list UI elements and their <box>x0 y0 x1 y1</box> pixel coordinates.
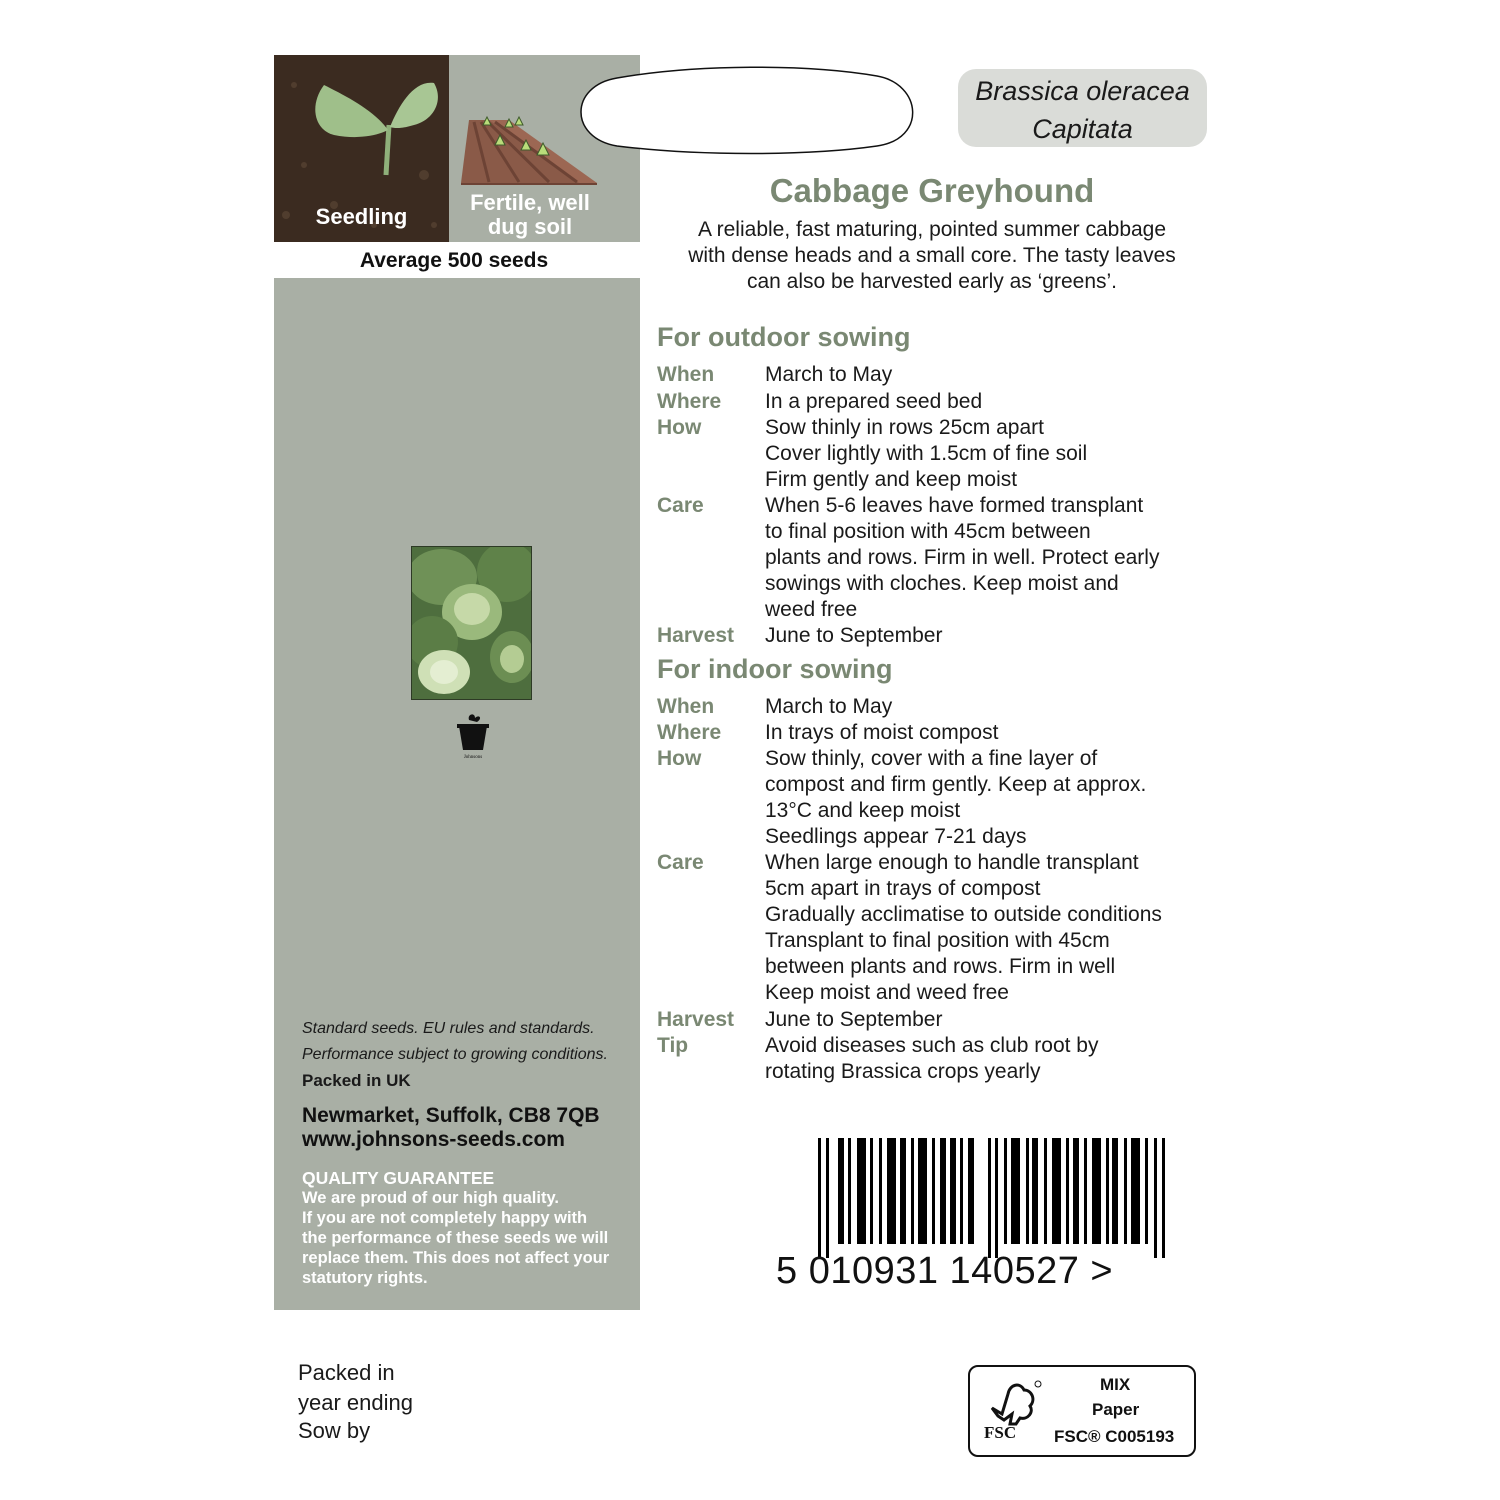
hang-hole <box>577 64 922 156</box>
row-value: March to May <box>765 363 893 386</box>
row-value: In trays of moist compost <box>765 721 999 744</box>
quality-line: statutory rights. <box>302 1269 428 1287</box>
johnsons-logo <box>455 712 491 760</box>
row-value: When 5-6 leaves have formed transplant <box>765 494 1144 517</box>
row-value: rotating Brassica crops yearly <box>765 1060 1041 1083</box>
quality-guarantee <box>302 1168 634 1288</box>
soil-label-line2: dug soil <box>487 214 573 239</box>
brand-logo-text: Johnsons <box>463 755 483 760</box>
row-value: In a prepared seed bed <box>765 390 983 413</box>
row-value: plants and rows. Firm in well. Protect early <box>765 546 1160 569</box>
plant-pot-icon <box>455 712 491 760</box>
row-label: When <box>657 695 715 718</box>
seed-count-bar <box>274 242 640 278</box>
row-value: Firm gently and keep moist <box>765 468 1018 491</box>
row-value: to final position with 45cm between <box>765 520 1091 543</box>
row-value: Sow thinly in rows 25cm apart <box>765 416 1044 439</box>
description-line: with dense heads and a small core. The tasty leaves <box>688 244 1176 267</box>
row-value: 13°C and keep moist <box>765 799 961 822</box>
quality-line: We are proud of our high quality. <box>302 1189 559 1207</box>
row-value: sowings with cloches. Keep moist and <box>765 572 1119 595</box>
cabbage-photo <box>411 546 532 700</box>
latin-name-line1: Brassica oleracea <box>975 76 1190 106</box>
quality-title: QUALITY GUARANTEE <box>302 1168 495 1188</box>
packed-in-label: Packed in <box>298 1360 395 1385</box>
row-value: June to September <box>765 624 943 647</box>
row-value: June to September <box>765 1008 943 1031</box>
latin-name-line2: Capitata <box>1032 114 1133 144</box>
indoor-heading: For indoor sowing <box>657 654 893 684</box>
cabbage-image <box>412 547 531 699</box>
product-title: Cabbage Greyhound <box>769 172 1095 209</box>
fsc-tree-icon <box>980 1374 1044 1440</box>
latin-name-badge <box>958 69 1207 147</box>
row-value: Keep moist and weed free <box>765 981 1009 1004</box>
seedling-photo-tile <box>274 55 449 242</box>
row-value: Gradually acclimatise to outside conditions <box>765 903 1162 926</box>
barcode-number: 5 010931 140527 > <box>776 1250 1114 1292</box>
outdoor-heading: For outdoor sowing <box>657 322 911 352</box>
row-label: How <box>657 416 702 439</box>
quality-line: If you are not completely happy with <box>302 1209 588 1227</box>
address: Newmarket, Suffolk, CB8 7QB <box>302 1104 600 1127</box>
row-label: Harvest <box>657 624 735 647</box>
row-value: Cover lightly with 1.5cm of fine soil <box>765 442 1088 465</box>
row-value: March to May <box>765 695 893 718</box>
legal-standard-seeds: Standard seeds. EU rules and standards. <box>302 1020 595 1037</box>
packed-in-uk: Packed in UK <box>302 1071 411 1090</box>
row-value: 5cm apart in trays of compost <box>765 877 1041 900</box>
row-value: Transplant to final position with 45cm <box>765 929 1110 952</box>
barcode <box>812 1138 1177 1258</box>
fsc-paper: Paper <box>1092 1400 1140 1419</box>
description-line: can also be harvested early as ‘greens’. <box>746 270 1118 293</box>
soil-label-line1: Fertile, well <box>470 190 590 215</box>
row-label: Where <box>657 390 722 413</box>
website-link[interactable]: www.johnsons-seeds.com <box>302 1128 565 1151</box>
legal-performance: Performance subject to growing conditions. <box>302 1046 608 1063</box>
row-label: Where <box>657 721 722 744</box>
fsc-logo-text: FSC <box>984 1423 1017 1440</box>
description-line: A reliable, fast maturing, pointed summer cabbage <box>697 218 1167 241</box>
seed-count: Average 500 seeds <box>359 249 549 272</box>
row-label: Care <box>657 851 704 874</box>
row-value: When large enough to handle transplant <box>765 851 1139 874</box>
year-ending-label: year ending <box>298 1390 413 1415</box>
row-value: Seedlings appear 7-21 days <box>765 825 1027 848</box>
row-value: Avoid diseases such as club root by <box>765 1034 1099 1057</box>
fsc-license-code: FSC® C005193 <box>1054 1427 1175 1446</box>
row-label: How <box>657 747 702 770</box>
quality-line: the performance of these seeds we will <box>302 1229 609 1247</box>
product-description <box>655 217 1209 295</box>
row-value: compost and firm gently. Keep at approx. <box>765 773 1147 796</box>
row-label: Care <box>657 494 704 517</box>
fsc-mix: MIX <box>1100 1375 1131 1394</box>
row-label: Harvest <box>657 1008 735 1031</box>
sow-by-label: Sow by <box>298 1418 371 1443</box>
row-label: When <box>657 363 715 386</box>
row-value: between plants and rows. Firm in well <box>765 955 1116 978</box>
quality-line: replace them. This does not affect your <box>302 1249 610 1267</box>
seedling-label: Seedling <box>315 204 408 229</box>
row-value: weed free <box>765 598 858 621</box>
row-label: Tip <box>657 1034 689 1057</box>
row-value: Sow thinly, cover with a fine layer of <box>765 747 1098 770</box>
